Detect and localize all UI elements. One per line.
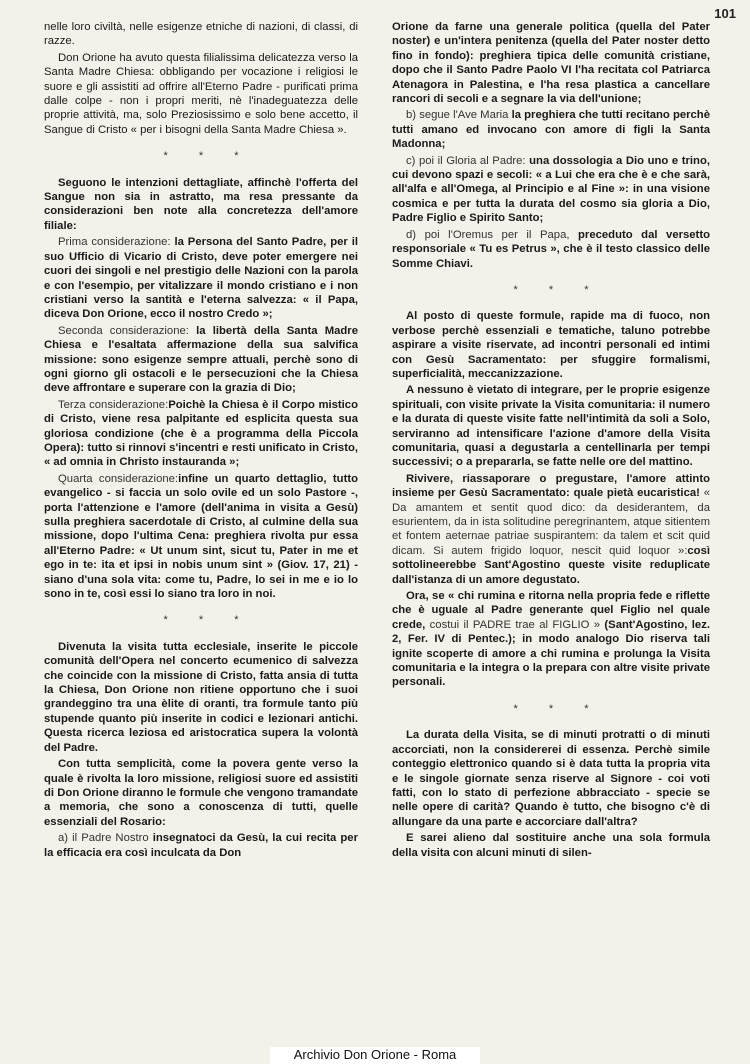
right-paragraph-9: La durata della Visita, se di minuti protratti o di minuti accorciati, non la considererei di essenza. Perchè simile conteggio elettronico quando si è data tutta la propria vita e le singole giornate senza riserve al Signore - coi voti fatti, con lo stato di perfezione abbracciato - specie se nelle opere di carità? Quando è tutto, che bisogno c'è di allungare da una parte e accorciare dall'altra?	[392, 729, 710, 828]
right-paragraph-6: A nessuno è vietato di integrare, per le proprie esigenze spirituali, con visite private la Visita comunitaria: il numero e la durata di queste visite fatte nell'intimità da soli a Solo, serviranno ad intensificare l'azione d'amore della Visita comunitaria, quasi a degustarla a centellinarla per tempi successivi; o a prepararla, se fatte nelle ore del mattino.	[392, 384, 710, 469]
section-separator: * * *	[163, 150, 253, 163]
left-column	[44, 20, 358, 862]
augustine-text-a: Rivivere, riassaporare o pregustare, l'amore attinto insieme per Gesù Sacramentato: quale pietà eucaristica!	[392, 472, 710, 500]
consideration-label-3: Terza considerazione:	[58, 398, 169, 411]
rosary-item-a-text: insegnatoci da Gesù, la cui recita per la efficacia era così inculcata da Don	[44, 832, 358, 859]
consideration-text-1: la Persona del Santo Padre, per il suo Ufficio di Vicario di Cristo, deve poter emergere nei cuori dei singoli e nel prestigio delle Nazioni con la parola e con l'esempio, per vitalizzare il mondo cristiano e i non cristiani verso la santità e l'eterna salvezza: « il Papa, diceva Don Orione, ecco il nostro Credo »;	[44, 236, 358, 321]
right-column	[392, 20, 710, 862]
left-paragraph-6	[44, 398, 358, 470]
consideration-text-3: Poichè la Chiesa è il Corpo mistico di Cristo, viene resa palpitante ed esplicita questa sua gloriosa condizione (che è a programma della Piccola Opera): tutto si rinnovi s'incentri e resti unificato in Cristo, « ad omnia in Christo instauranda »;	[44, 398, 358, 469]
section-separator: * * *	[513, 702, 603, 715]
left-paragraph-7	[44, 472, 358, 602]
rosary-item-b-text: la preghiera che tutti recitano perchè tutti amano ed invocano con amore di figli la Santa Madonna;	[392, 109, 710, 151]
right-paragraph-4	[392, 228, 710, 271]
consideration-label-4: Quarta considerazione:	[58, 472, 179, 485]
rosary-item-a-label: a) il Padre Nostro	[58, 832, 149, 845]
right-paragraph-1: Orione da farne una generale politica (quella del Pater noster) e un'intera penitenza (quella del Pater noster detto fino in fondo): preghiera tipica delle comunità cristiane, dopo che il Santo Padre Paolo VI l'ha recitata col Patriarca Atenagora in Palestina, e l'ha resa plastica a cancellare rancori di secoli e a segnare la via dell'unione;	[392, 21, 710, 106]
section-separator: * * *	[163, 614, 253, 627]
augustine-quote: « Da amantem et sentit quod dico: da desiderantem, da esurientem, da in ista solitudine peregrinantem, atque sitientem et fontem aeternae patriae suspirantem: da talem et scit quid dicam. Si autem frigido loquor, nescit quid loquor »:	[392, 487, 710, 557]
right-paragraph-5: Al posto di queste formule, rapide ma di fuoco, non verbose perchè essenziali e tematiche, taluno potrebbe aspirare a visite riservate, ad incontri personali ed intimi con Gesù Sacramentato: per sfuggire formalismi, superficialità, meccanizzazione.	[392, 310, 710, 380]
right-paragraph-10: E sarei alieno dal sostituire anche una sola formula della visita con alcuni minuti di silen-	[392, 832, 710, 859]
augustine-text-b: così sottolineerebbe Sant'Agostino queste visite reduplicate dall'istanza di un amore degustato.	[392, 544, 710, 586]
right-paragraph-7	[392, 472, 710, 587]
rosary-item-c-label: c) poi il Gloria al Padre:	[406, 154, 526, 167]
archive-footer: Archivio Don Orione - Roma	[270, 1047, 480, 1064]
left-paragraph-10	[44, 831, 358, 860]
right-paragraph-2	[392, 108, 710, 151]
left-paragraph-2: Don Orione ha avuto questa filialissima delicatezza verso la Santa Madre Chiesa: obbligando per vocazione i religiosi le suore e gli assistiti ad offrire all'Eterno Padre - purificati prima dalle colpe - non i propri meriti, nè l'inadeguatezza delle proprie attività, ma, solo Preziosissimo e solo bene accetto, il Sangue di Cristo « per i bisogni della Santa Madre Chiesa ».	[44, 51, 358, 136]
section-separator: * * *	[513, 283, 603, 296]
left-paragraph-1: nelle loro civiltà, nelle esigenze etniche di nazioni, di classi, di razze.	[44, 21, 358, 48]
ruminate-quote: costui il PADRE trae al FIGLIO »	[425, 618, 601, 631]
page-number: 101	[714, 6, 736, 21]
ruminate-text-a: Ora, se « chi rumina e ritorna nella propria fede e riflette che è uguale al Padre generante quel Figlio nel quale crede,	[392, 590, 710, 631]
left-paragraph-3: Seguono le intenzioni dettagliate, affinchè l'offerta del Sangue non sia in astratto, ma resa pressante da considerazioni ben note alla concretezza dell'amore filiale:	[44, 176, 358, 232]
left-paragraph-8: Divenuta la visita tutta ecclesiale, inserite le piccole comunità dell'Opera nel concerto ecumenico di salvezza che coincide con la missione di Cristo, fatta ansia di tutta la Chiesa, Don Orione non ritiene opportuno che i suoi grandeggino tra una èlite di oranti, tra formule tanto più stupende quanto più inserite in codici e lezionari antichi. Questa ricerca leziosa ed aristocratica supera la volontà del Padre.	[44, 640, 358, 754]
consideration-text-4: infine un quarto dettaglio, tutto evangelico - si faccia un solo ovile ed un solo Pastore -, porta l'attenzione e l'amore (dell'anima in visita a Gesù) sulla preghiera sacerdotale di Cristo, al culmine della sua missione, dopo l'ultima Cena: preghiera rivolta pur essa all'Eterno Padre: « Ut unum sint, sicut tu, Pater in me et ego in te: ita et ipsi in nobis unum sint » (Giov. 17, 21) - siano d'una sola vita: come tu, Padre, lo sei in me e io lo sono in te, così essi lo siano tra loro in noi.	[44, 472, 358, 601]
consideration-label-1: Prima considerazione:	[58, 236, 171, 249]
left-paragraph-5	[44, 324, 358, 396]
consideration-label-2: Seconda considerazione:	[58, 324, 189, 337]
rosary-item-d-label: d) poi l'Oremus per il Papa,	[406, 228, 570, 241]
right-paragraph-8	[392, 589, 710, 690]
rosary-item-c-text: una dossologia a Dio uno e trino, cui devono spazi e secoli: « a Lui che era che è e che sarà, all'alfa e all'Omega, al Principio e al Fine »: in una visione cosmica e per tutta la durata del cosmo sia gloria a Dio, Padre Figlio e Spirito Santo;	[392, 154, 710, 225]
rosary-item-b-label: b) segue l'Ave Maria	[406, 109, 509, 122]
ruminate-text-b: (Sant'Agostino, lez. 2, Fer. IV di Pentec.); in modo analogo Dio riserva tali ignite scoperte di amore a chi rumina e prolunga la Visita comunitaria e la integra o la prepara con altre visite private personali.	[392, 618, 710, 689]
rosary-item-d-text: preceduto dal versetto responsoriale « Tu es Petrus », che è il testo classico delle Somme Chiavi.	[392, 228, 710, 270]
left-paragraph-4	[44, 235, 358, 321]
right-paragraph-3	[392, 154, 710, 226]
left-paragraph-9: Con tutta semplicità, come la povera gente verso la quale è rivolta la loro missione, religiosi suore ed assistiti di Don Orione diranno le formule che vengono tramandate a memoria, che sono a conoscenza di tutti, quelle essenziali del Rosario:	[44, 758, 358, 828]
consideration-text-2: la libertà della Santa Madre Chiesa e l'esaltata affermazione della sua salvifica missione: sono esigenze sempre attuali, perchè sono di ogni giorno gli ostacoli e le persecuzioni che la Chiesa deve affrontare e superare con la grazia di Dio;	[44, 324, 358, 395]
